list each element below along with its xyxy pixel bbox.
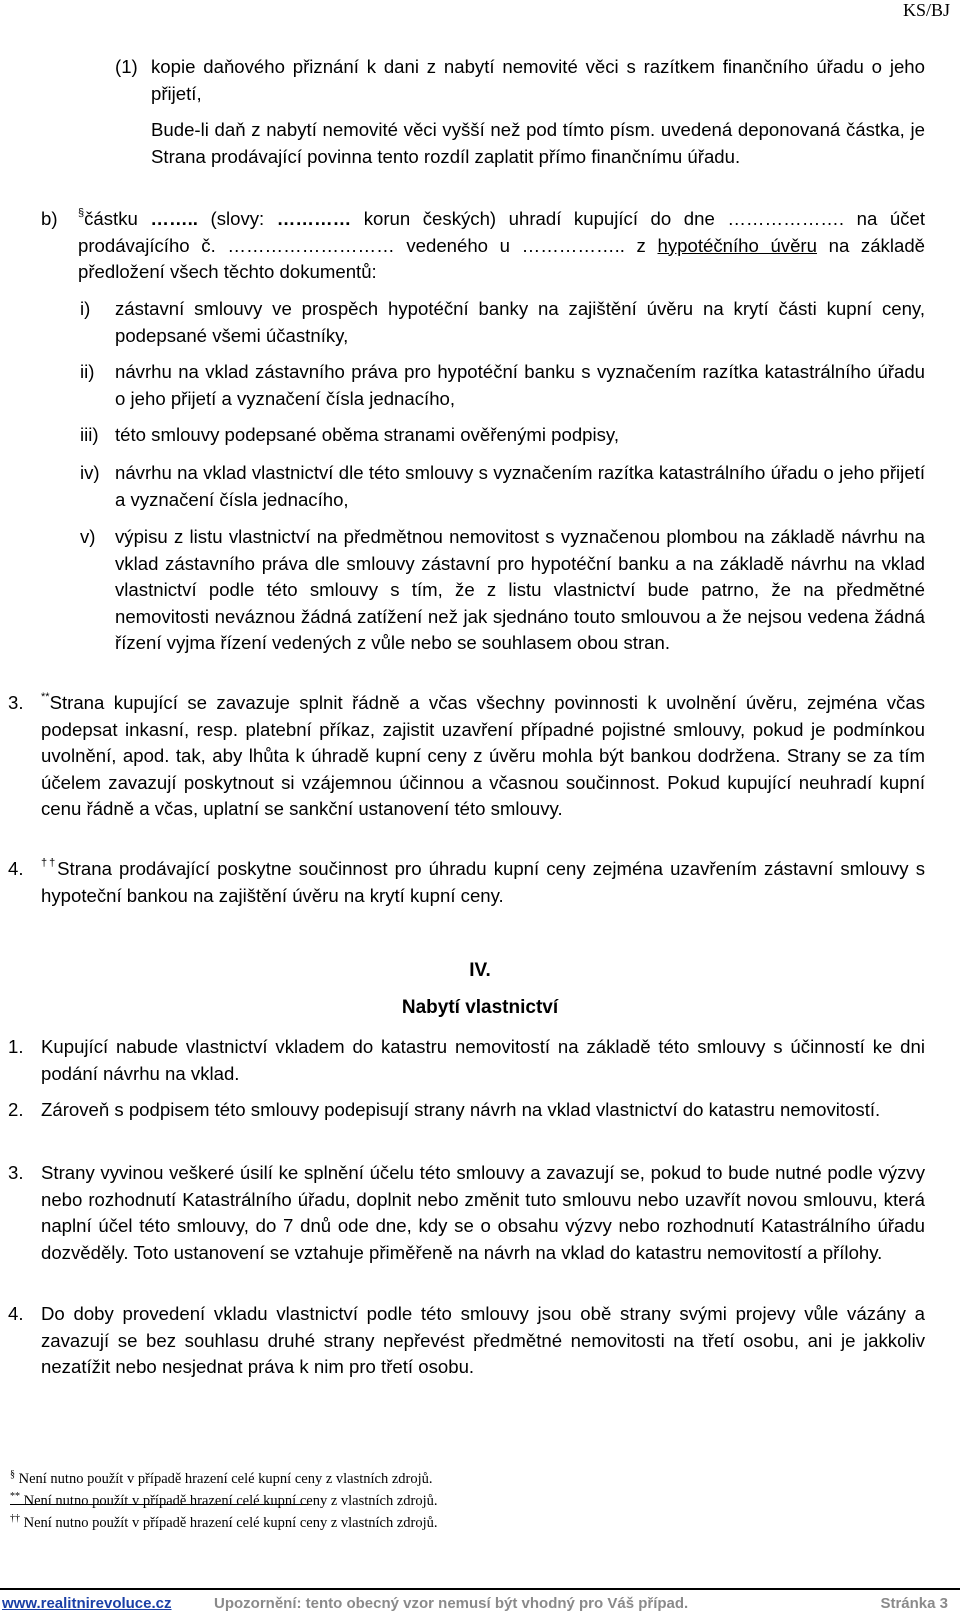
item-b-part4: na základě předložení všech těchto dokumentů: xyxy=(78,234,926,282)
footnote xyxy=(10,1492,438,1510)
footnote-mark: ** xyxy=(10,1491,20,1502)
footnote xyxy=(10,1514,438,1532)
sub-item-label: iii) xyxy=(80,424,99,445)
section-title: Nabytí vlastnictví xyxy=(401,997,559,1018)
footnote xyxy=(10,1470,433,1488)
sub-item-label: i) xyxy=(80,298,91,319)
footer-separator xyxy=(0,1588,960,1590)
item-b-words-blank: ………… xyxy=(276,208,352,229)
footnote-ref-double-dagger: †† xyxy=(41,857,58,869)
sub-item-label: iv) xyxy=(80,462,100,483)
item-b-label: b) xyxy=(41,208,58,229)
section-item-label: 2. xyxy=(8,1099,24,1120)
section-item-text: Kupující nabude vlastnictví vkladem do katastru nemovitostí na základě této smlouvy s účinností ke dni podání návrhu na vklad. xyxy=(41,1036,925,1084)
item-b-amount-blank: …….. xyxy=(150,208,198,229)
section-item-label: 3. xyxy=(8,1162,24,1183)
item-b-part1: částku xyxy=(84,208,138,229)
sub-item-label: ii) xyxy=(80,361,95,382)
item-b-part2: (slovy: xyxy=(210,208,265,229)
document-code: KS/BJ xyxy=(902,0,950,20)
footnote-mark: †† xyxy=(10,1513,20,1524)
footnote-mark: § xyxy=(10,1469,15,1480)
footnote-text: Není nutno použít v případě hrazení celé kupní ceny z vlastních zdrojů. xyxy=(23,1515,438,1531)
sub-item-label: v) xyxy=(80,526,96,547)
paragraph-4-body: Strana prodávající poskytne součinnost pro úhradu kupní ceny zejména uzavřením zástavní smlouvy s hypoteční bankou na zajištění úvěru na krytí kupní ceny. xyxy=(41,858,925,906)
section-item-text: Do doby provedení vkladu vlastnictví podle této smlouvy jsou obě strany svými projevy vůle vázány a zavazují se bez souhlasu druhé strany nepřevést předmětné nemovitosti na třetí osobu, ani je jakkoliv nezatížit nebo nesjednat práva k nim pro třetí osobu. xyxy=(41,1303,925,1377)
sub-item-text: zástavní smlouvy ve prospěch hypotéční banky na zajištění úvěru na krytí části kupní ceny, podepsané všemi účastníky, xyxy=(115,298,925,346)
footer-notice: Upozornění: tento obecný vzor nemusí být vhodný pro Váš případ. xyxy=(214,1595,689,1612)
paragraph-4-label: 4. xyxy=(8,858,24,879)
sub-item-text: návrhu na vklad vlastnictví dle této smlouvy s vyznačením razítka katastrálního úřadu o jeho přijetí a vyznačení čísla jednacího, xyxy=(115,462,925,510)
footnote-text: Není nutno použít v případě hrazení celé kupní ceny z vlastních zdrojů. xyxy=(18,1471,433,1487)
item-b-part3: korun českých) uhradí kupující do dne ………………. na účet prodávajícího č. ……………………… vedeného u …………….. z xyxy=(78,208,925,256)
section-item-text: Zároveň s podpisem této smlouvy podepisují strany návrh na vklad vlastnictví do katastru nemovitostí. xyxy=(41,1099,881,1120)
item-b-text xyxy=(78,206,925,286)
footer-website-link[interactable]: www.realitnirevoluce.cz xyxy=(2,1595,172,1612)
sub-item-text: návrhu na vklad zástavního práva pro hypotéční banku s vyznačením razítka katastrálního úřadu o jeho přijetí a vyznačení čísla jednacího, xyxy=(115,361,925,409)
section-item-label: 4. xyxy=(8,1303,24,1324)
footnote-ref-section: § xyxy=(78,207,85,219)
sub-item-text: výpisu z listu vlastnictví na předmětnou nemovitost s vyznačenou plombou na základě návrhu na vklad zástavního práva dle smlouvy zástavní pro hypotéční banku a na základě návrhu na vklad vlastnictví podle této smlouvy s tím, že z listu vlastnictví bude patrno, že na předmětné nemovitosti neváznou žádná zatížení než jak sjednáno touto smlouvou a že nejsou vedena žádná řízení vyjma řízení vedených z vůle nebo se souhlasem obou stran. xyxy=(115,526,925,653)
paragraph-3-text xyxy=(41,690,925,823)
sub-item-text: této smlouvy podepsané oběma stranami ověřenými podpisy, xyxy=(115,424,620,445)
paragraph-3-body: Strana kupující se zavazuje splnit řádně a včas všechny povinnosti k uvolnění úvěru, zejména včas podepsat inkasní, resp. platební příkaz, zajistit uzavření případné pojistné smlouvy, pokud je podmínkou uvolnění, apod. tak, aby lhůta k úhradě kupní ceny z úvěru mohla být bankou dodržena. Strany se za tím účelem zavazují poskytnout si vzájemnou účinnou a včasnou součinnost. Pokud kupující neuhradí kupní cenu řádně a včas, uplatní se sankční ustanovení této smlouvy. xyxy=(41,692,925,819)
paragraph-3-label: 3. xyxy=(8,692,24,713)
footnote-text: Není nutno použít v případě hrazení celé kupní ceny z vlastních zdrojů. xyxy=(23,1493,438,1509)
item-1-note: Bude-li daň z nabytí nemovité věci vyšší než pod tímto písm. uvedená deponovaná částka, je Strana prodávající povinna tento rozdíl zaplatit přímo finančnímu úřadu. xyxy=(151,119,925,167)
item-1-label: (1) xyxy=(115,56,138,77)
item-1-text: kopie daňového přiznání k dani z nabytí nemovité věci s razítkem finančního úřadu o jeho přijetí, xyxy=(151,56,925,104)
footnote-ref-double-asterisk: ** xyxy=(41,691,50,703)
section-item-text: Strany vyvinou veškeré úsilí ke splnění účelu této smlouvy a zavazují se, pokud to bude nutné podle výzvy nebo rozhodnutí Katastrálního úřadu, doplnit nebo změnit tuto smlouvu nebo uzavřít novou smlouvu, která naplní účel této smlouvy, do 7 dnů ode dne, kdy se o obsahu výzvy nebo rozhodnutí Katastrálního úřadu dozvěděly. Toto ustanovení se vztahuje přiměřeně na návrh na vklad do katastru nemovitostí a přílohy. xyxy=(41,1162,925,1263)
item-b-mortgage-term: hypotéčního úvěru xyxy=(657,234,817,256)
paragraph-4-text xyxy=(41,856,925,909)
section-item-label: 1. xyxy=(8,1036,24,1057)
page-number: Stránka 3 xyxy=(880,1595,948,1612)
section-number: IV. xyxy=(469,960,491,981)
